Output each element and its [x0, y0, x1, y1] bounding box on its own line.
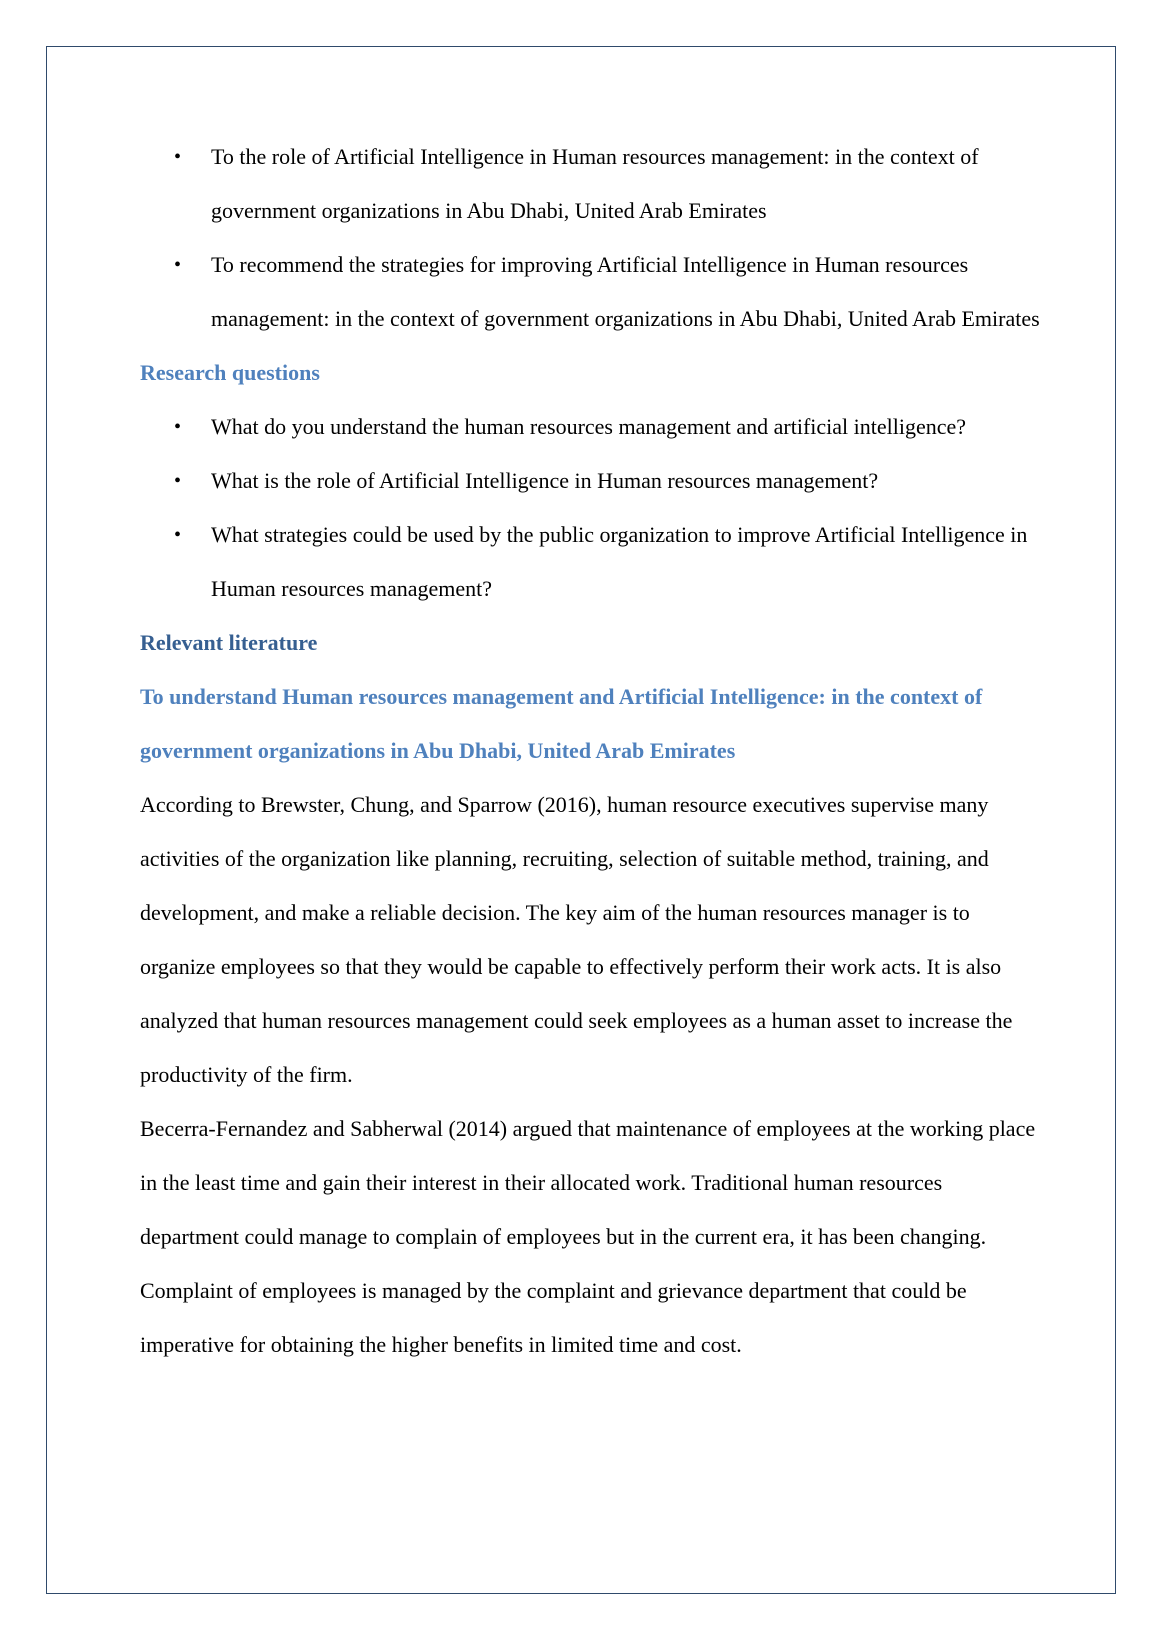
body-paragraph: According to Brewster, Chung, and Sparrow (2016), human resource executives supervise many activities of the organization like planning, recruiting, selection of suitable method, training, and development, and make a reliable decision. The key aim of the human resources manager is to organize employees so that they would be capable to effectively perform their work acts. It is also analyzed that human resources management could seek employees as a human asset to increase the productivity of the firm. — [140, 792, 1013, 1087]
question-item — [140, 454, 1040, 508]
question-text: What is the role of Artificial Intelligence in Human resources management? — [211, 468, 879, 493]
question-text: What strategies could be used by the public organization to improve Artificial Intelligence in Human resources management? — [211, 522, 1028, 601]
bullet-icon: • — [174, 146, 182, 168]
document-body — [140, 130, 1040, 1372]
question-item — [140, 400, 1040, 454]
objective-item — [140, 238, 1040, 346]
bullet-icon: • — [174, 416, 182, 438]
literature-subheading: To understand Human resources management and Artificial Intelligence: in the context of government organizations in Abu Dhabi, United Arab Emirates — [140, 684, 983, 763]
objective-text: To the role of Artificial Intelligence in Human resources management: in the context of government organizations in Abu Dhabi, United Arab Emirates — [211, 144, 979, 223]
body-paragraph: Becerra-Fernandez and Sabherwal (2014) argued that maintenance of employees at the working place in the least time and gain their interest in their allocated work. Traditional human resources department could manage to complain of employees but in the current era, it has been changing. Complaint of employees is managed by the complaint and grievance department that could be imperative for obtaining the higher benefits in limited time and cost. — [140, 1116, 1036, 1357]
relevant-literature-heading: Relevant literature — [140, 630, 318, 655]
question-text: What do you understand the human resources management and artificial intelligence? — [211, 414, 967, 439]
bullet-icon: • — [174, 524, 182, 546]
research-questions-heading: Research questions — [140, 360, 320, 385]
question-item — [140, 508, 1040, 616]
objective-text: To recommend the strategies for improving Artificial Intelligence in Human resources management: in the context of government organizations in Abu Dhabi, United Arab Emirates — [211, 252, 1040, 331]
bullet-icon: • — [174, 470, 182, 492]
research-questions-list — [140, 400, 1040, 616]
objectives-list — [140, 130, 1040, 346]
objective-item — [140, 130, 1040, 238]
bullet-icon: • — [174, 254, 182, 276]
